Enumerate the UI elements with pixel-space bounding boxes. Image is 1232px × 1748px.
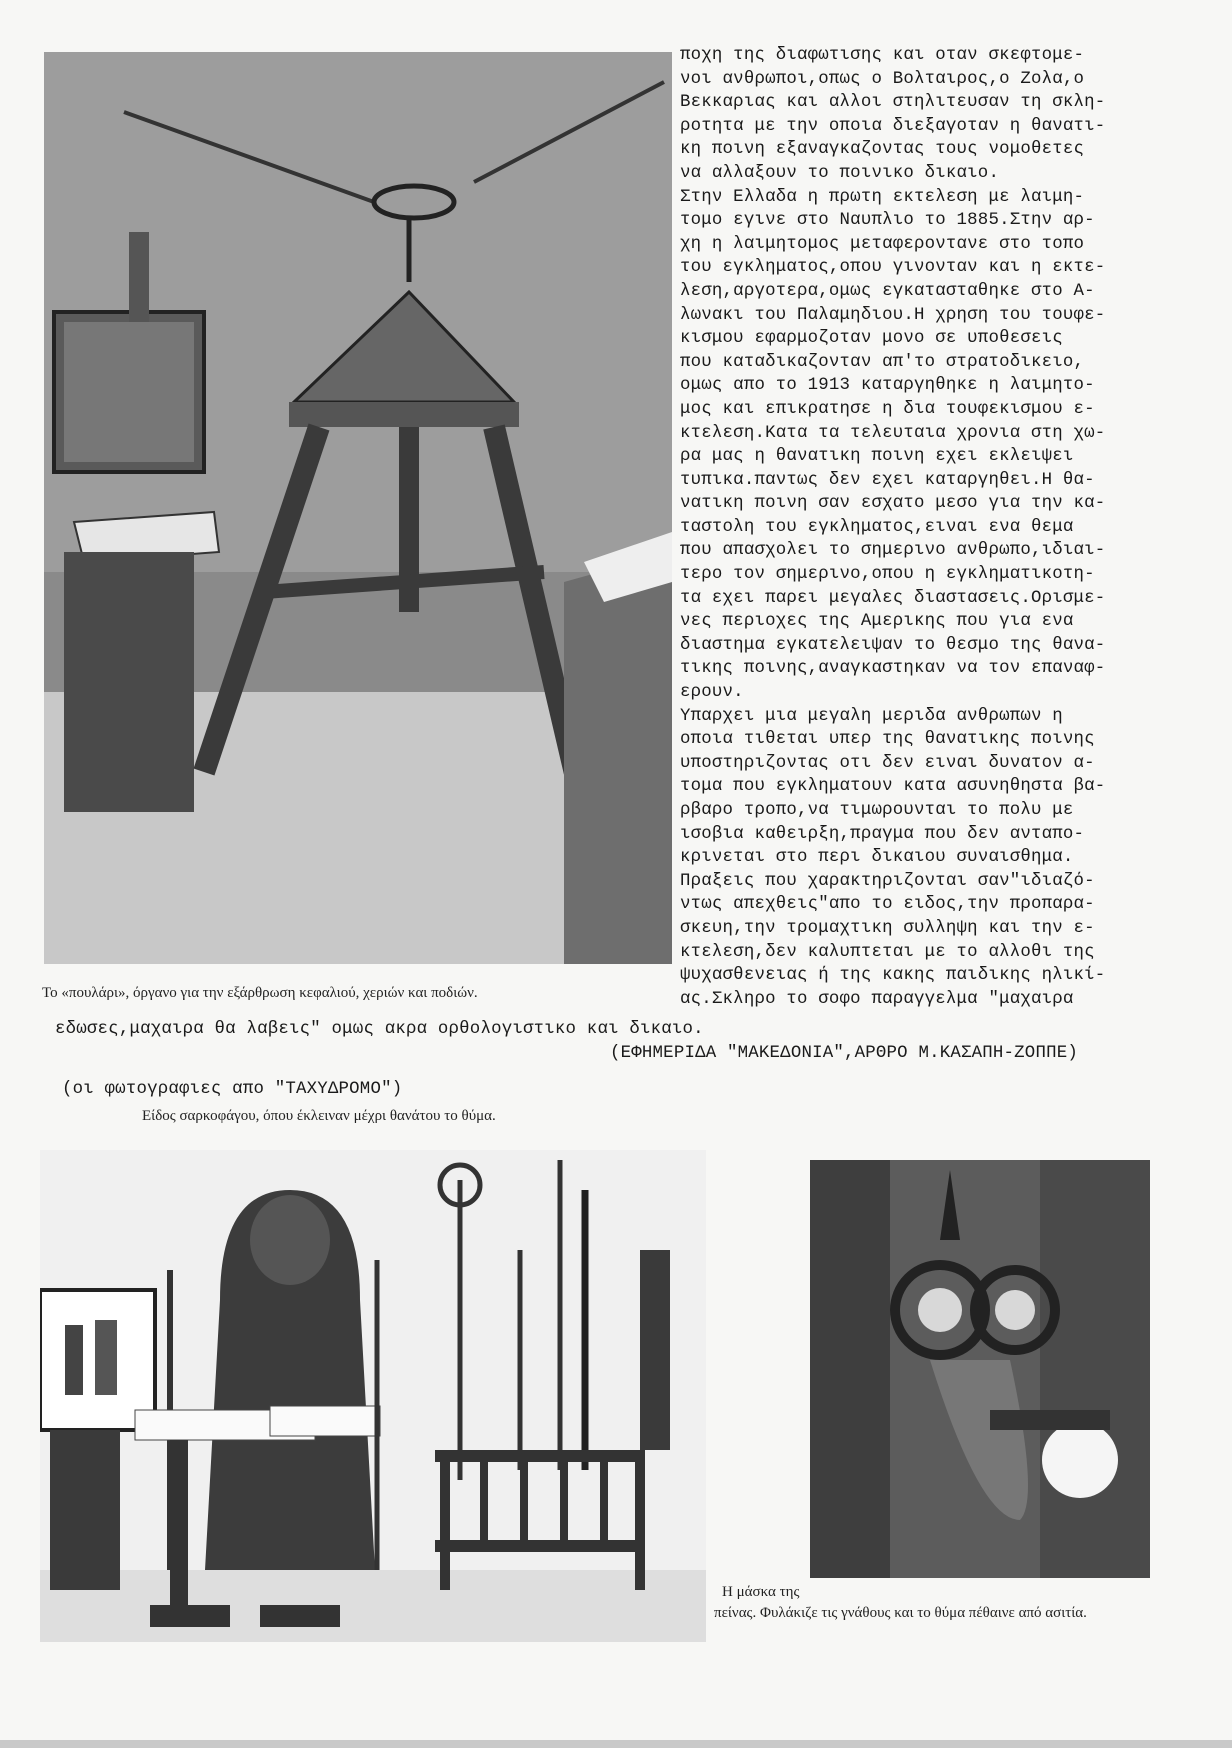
photo-hunger-mask — [810, 1160, 1150, 1578]
article-paragraph: ποχη της διαφωτισης και οταν σκεφτομε- νοι ανθρωποι,οπως ο Βολταιρος,ο Ζολα,ο Βεκκαριας και αλλοι στηλιτευσαν τη σκλη- ροτητα με την οποια διεξαγοταν η θανατι- κη ποινη εξαναγκαζοντας τους νομοθετες να αλλαξουν το ποινικο δικαιο. — [680, 46, 1106, 183]
photo-poulari — [44, 52, 672, 964]
photo-sarcophagus — [40, 1150, 706, 1642]
photo-caption-sarcophagus: Είδος σαρκοφάγου, όπου έκλειναν μέχρι θανάτου το θύμα. — [142, 1108, 496, 1124]
article-source: (ΕΦΗΜΕΡΙΔΑ "ΜΑΚΕΔΟΝΙΑ",ΑΡΘΡΟ Μ.ΚΑΣΑΠΗ-ΖΟΠΠΕ) — [610, 1044, 1078, 1063]
photo-credit: (οι φωτογραφιες απο "ΤΑΧΥΔΡΟΜΟ") — [62, 1080, 403, 1099]
article-tail-line: εδωσες,μαχαιρα θα λαβεις" ομως ακρα ορθολογιστικο και δικαιο. — [55, 1020, 704, 1039]
article-paragraph: Στην Ελλαδα η πρωτη εκτελεση με λαιμη- τομο εγινε στο Ναυπλιο το 1885.Στην αρ- χη η λαιμητομος μεταφεροντανε στο τοπο του εγκληματος,οπου γινονταν και η εκτε- λεση,αργοτερα,ομως εγκατασταθηκε στο Α- λωνακι του Παλαμηδιου.Η χρηση του τουφε- κισμου εφαρμοζοταν μονο σε υποθεσεις που καταδικαζονταν απ'το στρατοδικειο, ομως απο το 1913 καταργηθηκε η λαιμητο- μος και επικρατησε η δια τουφεκισμου ε- κτελεση.Κατα τα τελευταια χρονια στη χω- ρα μας η θανατικη ποινη εχει εκλειψει τυπικα.παντως δεν εχει καταργηθει.Η θα- νατικη ποινη σαν εσχατο μεσο για την κα- ταστολη του εγκληματος,ειναι ενα θεμα που απασχολει το σημερινο ανθρωπο,ιδιαι- τερο τον σημερινο,οπου η εγκληματικοτη- τα εχει παρει μεγαλες διαστασεις.Ορισμε- νες περιοχες της Αμερικης που για ενα διαστημα εγκατελειψαν το θεσμο της θανα- τικης ποινης,αναγκαστηκαν να τον επαναφ- ερουν. — [680, 187, 1106, 703]
photo-caption-line: πείνας. Φυλάκιζε τις γνάθους και το θύμα πέθαινε από ασιτία. — [714, 1605, 1087, 1621]
photo-caption-line: Η μάσκα της — [722, 1584, 800, 1600]
photo-caption-hunger-mask — [714, 1582, 1182, 1624]
photo-caption-poulari: Το «πουλάρι», όργανο για την εξάρθρωση κεφαλιού, χεριών και ποδιών. — [42, 985, 478, 1001]
article-paragraph: Υπαρχει μια μεγαλη μεριδα ανθρωπων η οποια τιθεται υπερ της θανατικης ποινης υποστηριζοντας οτι δεν ειναι δυνατον α- τομα που εγκληματουν κατα ασυνηθηστα βα- ρβαρο τροπο,να τιμωρουνται το πολυ με ισοβια καθειρξη,πραγμα που δεν ανταπο- κρινεται στο περι δικαιου συναισθημα. Πραξεις που χαρακτηριζονται σαν"ιδιαζό- ντως απεχθεις"απο το ειδος,την προπαρα- σκευη,την τρομαχτικη συλληψη και την ε- κτελεση,δεν καλυπτεται με το αλλοθι της ψυχασθενειας ή της κακης παιδικης ηλικί- ας.Σκληρο το σοφο παραγγελμα "μαχαιρα — [680, 706, 1106, 1009]
article-column — [680, 44, 1200, 1011]
page-bottom-edge — [0, 1740, 1232, 1748]
